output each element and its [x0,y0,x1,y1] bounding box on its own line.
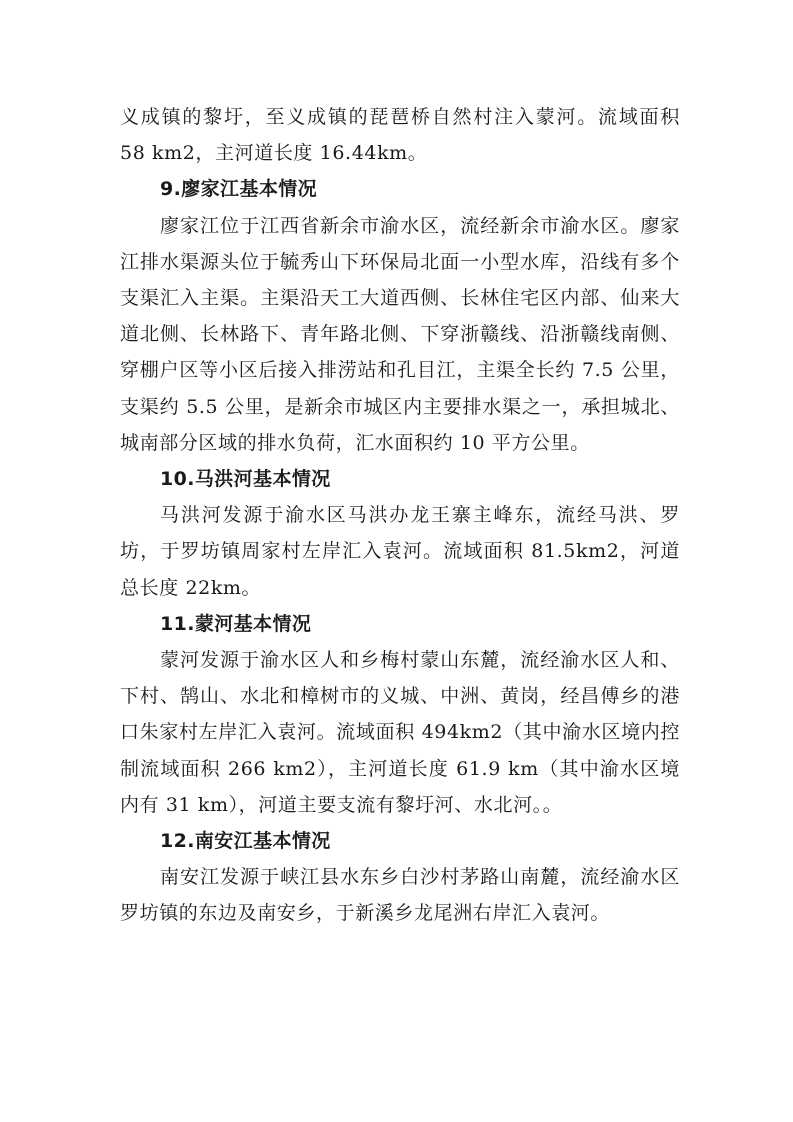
section-heading-liaojiajiang: 9.廖家江基本情况 [160,178,318,201]
section-heading-nananjiang: 12.南安江基本情况 [160,830,331,853]
section-body-liaojiajiang: 廖家江位于江西省新余市渝水区，流经新余市渝水区。廖家江排水渠源头位于毓秀山下环保局北面一小型水库，沿线有多个支渠汇入主渠。主渠沿天工大道西侧、长林住宅区内部、仙来大道北侧、长林路下、青年路北侧、下穿浙赣线、沿浙赣线南侧、穿棚户区等小区后接入排涝站和孔目江，主渠全长约 7.5 公里，支渠约 5.5 公里，是新余市城区内主要排水渠之一，承担城北、城南部分区域的排水负荷，汇水面积约 10 平方公里。 [120,214,680,454]
section-body-mahonghe: 马洪河发源于渝水区马洪办龙王寨主峰东，流经马洪、罗坊，于罗坊镇周家村左岸汇入袁河。流域面积 81.5km2，河道总长度 22km。 [120,504,680,599]
document-body [120,99,680,932]
section-body-menghe: 蒙河发源于渝水区人和乡梅村蒙山东麓，流经渝水区人和、下村、鹄山、水北和樟树市的义城、中洲、黄岗，经昌傅乡的港口朱家村左岸汇入袁河。流域面积 494km2（其中渝水区境内控制流域面积 266 km2），主河道长度 61.9 km（其中渝水区境内有 31 km），河道主要支流有黎圩河、水北河。。 [120,649,680,816]
section-heading-menghe: 11.蒙河基本情况 [160,612,312,635]
intro-paragraph: 义成镇的黎圩，至义成镇的琵琶桥自然村注入蒙河。流域面积 58 km2，主河道长度 16.44km。 [120,106,680,165]
section-body-nananjiang: 南安江发源于峡江县水东乡白沙村茅路山南麓，流经渝水区罗坊镇的东边及南安乡，于新溪乡龙尾洲右岸汇入袁河。 [120,866,680,925]
section-heading-mahonghe: 10.马洪河基本情况 [160,468,331,491]
